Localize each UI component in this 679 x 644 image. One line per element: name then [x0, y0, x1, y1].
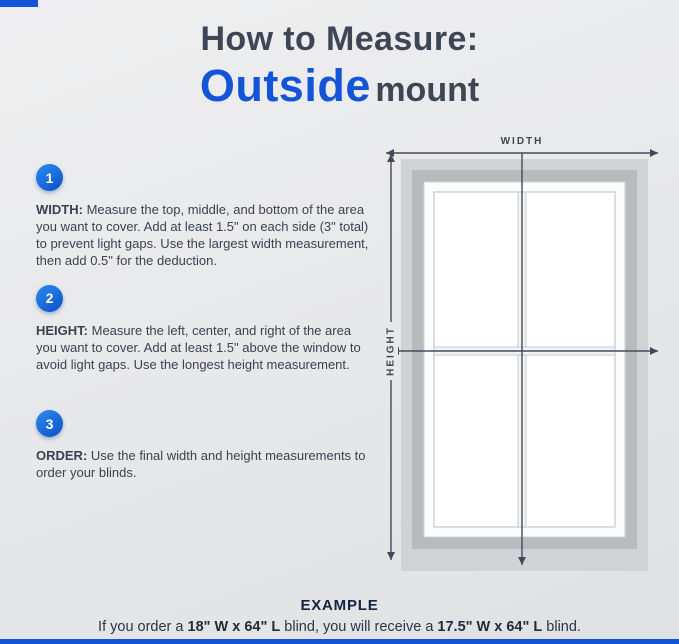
window-illustration: [401, 159, 648, 571]
step-label: HEIGHT:: [36, 322, 88, 338]
page-title-accent: Outside: [199, 60, 371, 112]
step-text: [36, 322, 374, 373]
height-dimension-label: HEIGHT: [385, 326, 397, 376]
example-middle: blind, you will receive a: [280, 619, 438, 635]
step-number-badge: 3: [36, 410, 63, 437]
step-label: WIDTH:: [36, 202, 83, 217]
step-text: [36, 201, 374, 270]
step-body: Measure the left, center, and right of the area you want to cover. Add at least 1.5" above the window to avoid light gaps. Use the longest height measurement.: [36, 322, 361, 372]
step-height: [36, 285, 378, 373]
window-measure-diagram: [375, 128, 667, 583]
step-number-badge: 1: [36, 164, 63, 191]
width-dimension-label: WIDTH: [500, 136, 544, 147]
step-text: [36, 447, 374, 481]
step-body: Use the final width and height measurements to order your blinds.: [36, 448, 366, 481]
step-number-badge: 2: [36, 285, 63, 312]
top-accent-bar: [0, 0, 38, 7]
example-sentence: [0, 619, 679, 635]
page-title-line2: [0, 61, 679, 111]
step-order: [36, 410, 378, 481]
steps-list: [36, 164, 378, 496]
header: [0, 20, 679, 111]
bottom-accent-bar: [0, 639, 679, 644]
example-order-size: 18" W x 64" L: [187, 619, 281, 635]
page-title-rest: mount: [375, 71, 480, 110]
example-prefix: If you order a: [98, 619, 188, 635]
example-receive-size: 17.5" W x 64" L: [437, 619, 543, 635]
step-label: ORDER:: [36, 448, 88, 464]
window-measure-svg: [375, 128, 667, 583]
example-footer: [0, 597, 679, 635]
example-suffix: blind.: [542, 619, 581, 635]
page-title-line1: How to Measure:: [200, 20, 479, 58]
example-heading: EXAMPLE: [300, 597, 379, 614]
step-body: Measure the top, middle, and bottom of the area you want to cover. Add at least 1.5" on each side (3" total) to prevent light gaps. Use the largest width measurement, then add 0.5" for the deduction.: [36, 202, 369, 269]
step-width: [36, 164, 378, 270]
